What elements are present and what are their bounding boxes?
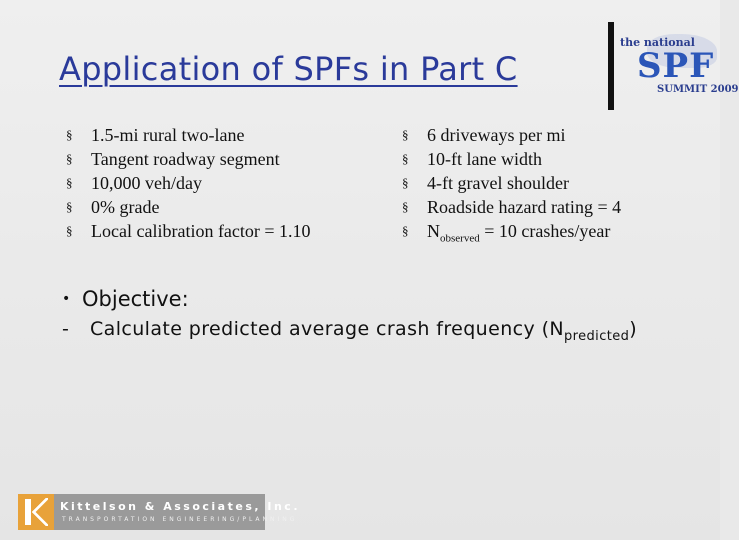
list-item: § Roadside hazard rating = 4: [402, 197, 622, 217]
list-item: § $N_{observed} = 10$ crashes/year: [402, 221, 611, 245]
bullet-icon: §: [402, 127, 409, 142]
company-tagline: TRANSPORTATION ENGINEERING/PLANNING: [62, 516, 298, 523]
list-item: § 0% grade: [66, 197, 160, 217]
logo-year-text: SUMMIT 2009: [657, 84, 739, 95]
list-item: § Local calibration factor = 1.10: [66, 221, 311, 241]
list-item: § 6 driveways per mi: [402, 125, 566, 145]
bullet-icon: §: [402, 199, 409, 214]
dash-icon: -: [62, 318, 70, 340]
bullet-icon: §: [66, 127, 73, 142]
objective-detail: - Calculate predicted average crash frequency $(N_{predicted})$: [62, 318, 638, 344]
list-item: § Tangent roadway segment: [66, 149, 280, 169]
bullet-icon: §: [402, 223, 409, 238]
bullet-icon: §: [402, 151, 409, 166]
title-divider: [608, 22, 614, 110]
k-logo-icon: [18, 494, 54, 530]
right-bullet-list: [402, 123, 621, 243]
bullet-icon: §: [66, 175, 73, 190]
bullet-icon: •: [62, 291, 71, 307]
company-name: Kittelson & Associates, Inc.: [60, 500, 301, 513]
list-item: § 10,000 veh/day: [66, 173, 202, 193]
left-bullet-list: [66, 123, 311, 243]
bullet-icon: §: [66, 199, 73, 214]
list-item: § 1.5-mi rural two-lane: [66, 125, 245, 145]
bullet-icon: §: [402, 175, 409, 190]
logo-small-text: the national: [620, 36, 695, 49]
list-item: § 4-ft gravel shoulder: [402, 173, 569, 193]
slide-title: Application of SPFs in Part C: [59, 50, 518, 88]
list-item: § 10-ft lane width: [402, 149, 542, 169]
kittelson-logo: [18, 494, 301, 530]
spf-summit-logo: [617, 34, 739, 104]
bullet-icon: §: [66, 223, 73, 238]
logo-big-text: SPF: [637, 46, 715, 86]
bullet-icon: §: [66, 151, 73, 166]
objective-heading: • Objective:: [62, 287, 189, 311]
